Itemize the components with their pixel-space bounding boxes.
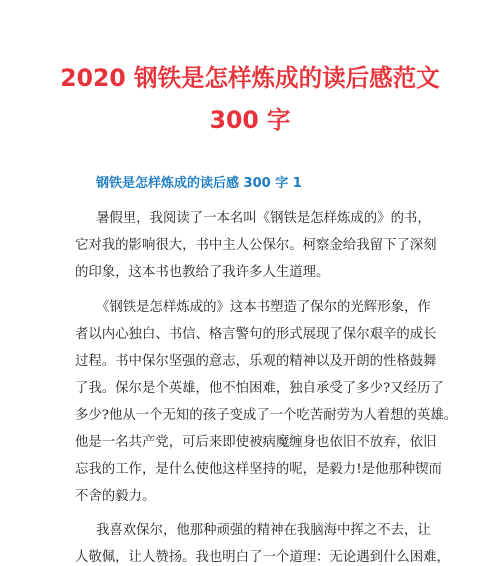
paragraph-line: 多少?他从一个无知的孩子变成了一个吃苦耐劳为人着想的英雄。: [75, 408, 458, 423]
paragraph-line: 的印象，这本书也教给了我许多人生道理。: [75, 265, 330, 280]
paragraph-line: 者以内心独白、书信、格言警句的形式展现了保尔艰辛的成长: [75, 327, 437, 342]
paragraph-line: 人敬佩，让人赞扬。我也明白了一个道理：无论遇到什么困难，: [75, 550, 450, 565]
paragraph-line: 他是一名共产党，可后来即使被病魔缠身也依旧不放弃，依旧: [75, 435, 437, 450]
document-title-line-2: 300 字: [209, 106, 291, 134]
document-title-line-1: 2020 钢铁是怎样炼成的读后感范文: [60, 64, 440, 92]
paragraph-line: 了我。保尔是个英雄，他不怕困难，独自承受了多少?又经历了: [75, 381, 444, 396]
paragraph-line: 不舍的毅力。: [75, 489, 156, 504]
paragraph-line: 暑假里，我阅读了一本名叫《钢铁是怎样炼成的》的书，: [96, 211, 431, 226]
paragraph-line: 它对我的影响很大，书中主人公保尔。柯察金给我留下了深刻: [75, 238, 437, 253]
paragraph-line: 忘我的工作，是什么使他这样坚持的呢，是毅力!是他那种锲而: [75, 462, 442, 477]
section-subheading: 钢铁是怎样炼成的读后感 300 字 1: [96, 176, 302, 191]
paragraph-line: 过程。书中保尔坚强的意志，乐观的精神以及开朗的性格鼓舞: [75, 354, 437, 369]
paragraph-line: 我喜欢保尔，他那种顽强的精神在我脑海中挥之不去，让: [96, 523, 431, 538]
paragraph-line: 《钢铁是怎样炼成的》这本书塑造了保尔的光辉形象，作: [96, 300, 431, 315]
